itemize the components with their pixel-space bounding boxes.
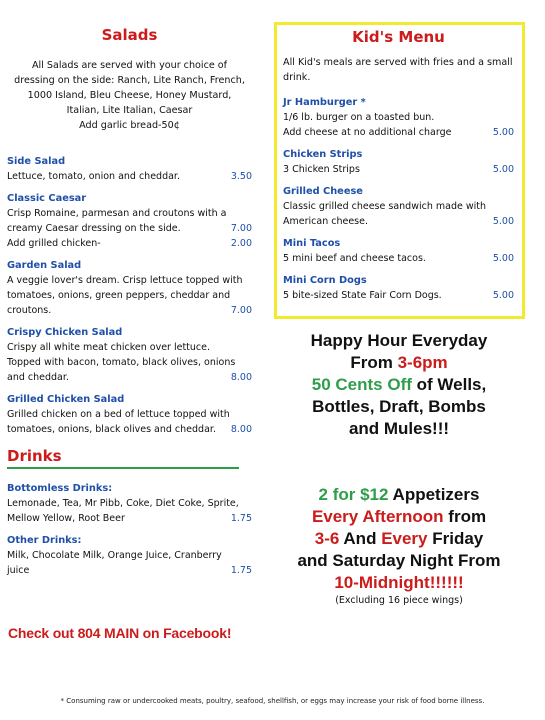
menu-item-description: Milk, Chocolate Milk, Orange Juice, Cranberry [7, 550, 222, 561]
kids-intro [283, 55, 514, 85]
menu-item [283, 236, 514, 266]
menu-item [283, 184, 514, 229]
menu-item-description: Add cheese at no additional charge [283, 127, 452, 138]
menu-item-price: 1.75 [230, 565, 252, 576]
menu-item-description: Grilled chicken on a bed of lettuce topped with [7, 409, 230, 420]
menu-item-name: Crispy Chicken Salad [7, 327, 123, 338]
specials-highlight: 3-6 [314, 529, 340, 548]
menu-item [7, 154, 252, 184]
specials-deal: 2 for $12 [318, 485, 389, 504]
menu-item-price: 5.00 [492, 253, 514, 264]
menu-item-description: 5 bite-sized State Fair Corn Dogs. [283, 290, 442, 301]
salads-intro-line: Italian, Lite Italian, Caesar [66, 105, 193, 116]
kids-title: Kid's Menu [352, 28, 445, 46]
happy-hour-line: Bottles, Draft, Bombs [312, 397, 486, 416]
menu-item-description: and cheddar. [7, 372, 69, 383]
menu-item-description: Add grilled chicken- [7, 238, 101, 249]
specials-line: 10-Midnight!!!!!! [334, 573, 464, 592]
menu-item-line [7, 548, 252, 563]
menu-item-name: Bottomless Drinks: [7, 483, 113, 494]
menu-item-line [7, 236, 252, 251]
menu-item-price: 2.00 [230, 238, 252, 249]
happy-hour-block [274, 330, 524, 440]
menu-item [7, 258, 252, 318]
menu-item-line [7, 511, 252, 526]
menu-item-line [7, 340, 252, 355]
menu-item-description: creamy Caesar dressing on the side. [7, 223, 181, 234]
menu-item-name: Grilled Cheese [283, 186, 363, 197]
menu-item-line [7, 288, 252, 303]
left-column [7, 26, 252, 585]
kids-menu-box [274, 22, 525, 319]
specials-line [274, 506, 524, 528]
menu-item-line [283, 199, 514, 214]
facebook-callout: Check out 804 MAIN on Facebook! [8, 625, 232, 641]
menu-item-line [7, 422, 252, 437]
kids-intro-line: drink. [283, 72, 311, 83]
menu-item-description: 5 mini beef and cheese tacos. [283, 253, 426, 264]
menu-item-name: Side Salad [7, 156, 66, 167]
salads-intro-line: All Salads are served with your choice of [31, 60, 228, 71]
menu-item-name: Classic Caesar [7, 193, 87, 204]
specials-highlight: Every Afternoon [311, 507, 444, 526]
specials-note: (Excluding 16 piece wings) [335, 595, 463, 606]
menu-item-description: Mellow Yellow, Root Beer [7, 513, 125, 524]
drinks-divider [7, 467, 239, 469]
menu-item [7, 325, 252, 385]
menu-item-line [7, 370, 252, 385]
happy-hour-discount: 50 Cents Off [311, 375, 412, 394]
menu-item-description: Lettuce, tomato, onion and cheddar. [7, 171, 180, 182]
drink-items [7, 481, 252, 578]
menu-item-name: Chicken Strips [283, 149, 363, 160]
menu-item-price: 5.00 [492, 216, 514, 227]
menu-item-line [283, 110, 514, 125]
menu-item-price: 5.00 [492, 290, 514, 301]
menu-item-line [283, 125, 514, 140]
specials-block [274, 484, 524, 608]
menu-item [283, 273, 514, 303]
drinks-title: Drinks [7, 447, 62, 465]
menu-item-price: 5.00 [492, 164, 514, 175]
menu-item [7, 533, 252, 578]
salads-intro [7, 58, 252, 133]
menu-item-line [283, 251, 514, 266]
kids-intro-line: All Kid's meals are served with fries and a small [283, 57, 513, 68]
menu-item-description: Topped with bacon, tomato, black olives, onions [7, 357, 236, 368]
menu-item-name: Other Drinks: [7, 535, 82, 546]
menu-item-line [7, 496, 252, 511]
specials-line [274, 528, 524, 550]
menu-item-price: 5.00 [492, 127, 514, 138]
menu-item-description: Crisp Romaine, parmesan and croutons with a [7, 208, 227, 219]
specials-text: And [339, 529, 382, 548]
menu-item-name: Mini Tacos [283, 238, 341, 249]
salads-intro-line: dressing on the side: Ranch, Lite Ranch, French, [14, 75, 245, 86]
menu-item-description: Crispy all white meat chicken over lettuce. [7, 342, 211, 353]
menu-item-description: tomatoes, onions, black olives and cheddar. [7, 424, 216, 435]
menu-item-description: Classic grilled cheese sandwich made with [283, 201, 486, 212]
menu-item-line [7, 169, 252, 184]
happy-hour-line [274, 352, 524, 374]
specials-line [274, 484, 524, 506]
menu-item-name: Garden Salad [7, 260, 82, 271]
menu-item-line [283, 162, 514, 177]
menu-item-line [7, 563, 252, 578]
menu-item-line [283, 214, 514, 229]
menu-item-line [7, 221, 252, 236]
specials-text: from [443, 507, 487, 526]
menu-item [283, 147, 514, 177]
menu-item-description: 3 Chicken Strips [283, 164, 360, 175]
menu-item-description: American cheese. [283, 216, 368, 227]
salads-intro-line: 1000 Island, Bleu Cheese, Honey Mustard, [27, 90, 232, 101]
menu-item-description: croutons. [7, 305, 52, 316]
happy-hour-time: 3-6pm [397, 353, 448, 372]
menu-item-line [7, 355, 252, 370]
menu-item-price: 3.50 [230, 171, 252, 182]
right-column [274, 22, 524, 319]
menu-item-name: Jr Hamburger * [283, 97, 366, 108]
menu-item [7, 191, 252, 251]
menu-item-line [7, 303, 252, 318]
happy-hour-line: and Mules!!! [348, 419, 450, 438]
food-safety-disclaimer: * Consuming raw or undercooked meats, poultry, seafood, shellfish, or eggs may increase your risk of food borne illness. [60, 697, 485, 705]
menu-item [283, 95, 514, 140]
menu-item-line [7, 273, 252, 288]
kids-items [283, 95, 514, 303]
menu-item-price: 7.00 [230, 223, 252, 234]
menu-item-price: 8.00 [230, 372, 252, 383]
menu-item-line [7, 407, 252, 422]
menu-item-description: tomatoes, onions, green peppers, cheddar and [7, 290, 231, 301]
salads-title: Salads [101, 26, 158, 44]
menu-item-line [7, 206, 252, 221]
happy-hour-text: From [350, 353, 398, 372]
menu-item [7, 392, 252, 437]
salad-items [7, 154, 252, 437]
happy-hour-text: of Wells, [411, 375, 487, 394]
menu-item-name: Grilled Chicken Salad [7, 394, 125, 405]
menu-item-price: 8.00 [230, 424, 252, 435]
menu-item-description: 1/6 lb. burger on a toasted bun. [283, 112, 435, 123]
menu-item-line [283, 288, 514, 303]
happy-hour-line [274, 374, 524, 396]
specials-text: Appetizers [388, 485, 480, 504]
menu-item-description: juice [7, 565, 30, 576]
menu-item-description: Lemonade, Tea, Mr Pibb, Coke, Diet Coke, Sprite, [7, 498, 239, 509]
specials-highlight: Every [381, 529, 428, 548]
menu-item [7, 481, 252, 526]
menu-item-price: 7.00 [230, 305, 252, 316]
happy-hour-line: Happy Hour Everyday [310, 331, 488, 350]
specials-line: and Saturday Night From [297, 551, 501, 570]
menu-item-name: Mini Corn Dogs [283, 275, 367, 286]
specials-text: Friday [427, 529, 484, 548]
salads-intro-line: Add garlic bread-50¢ [79, 120, 180, 131]
menu-item-description: A veggie lover's dream. Crisp lettuce topped with [7, 275, 243, 286]
menu-item-price: 1.75 [230, 513, 252, 524]
